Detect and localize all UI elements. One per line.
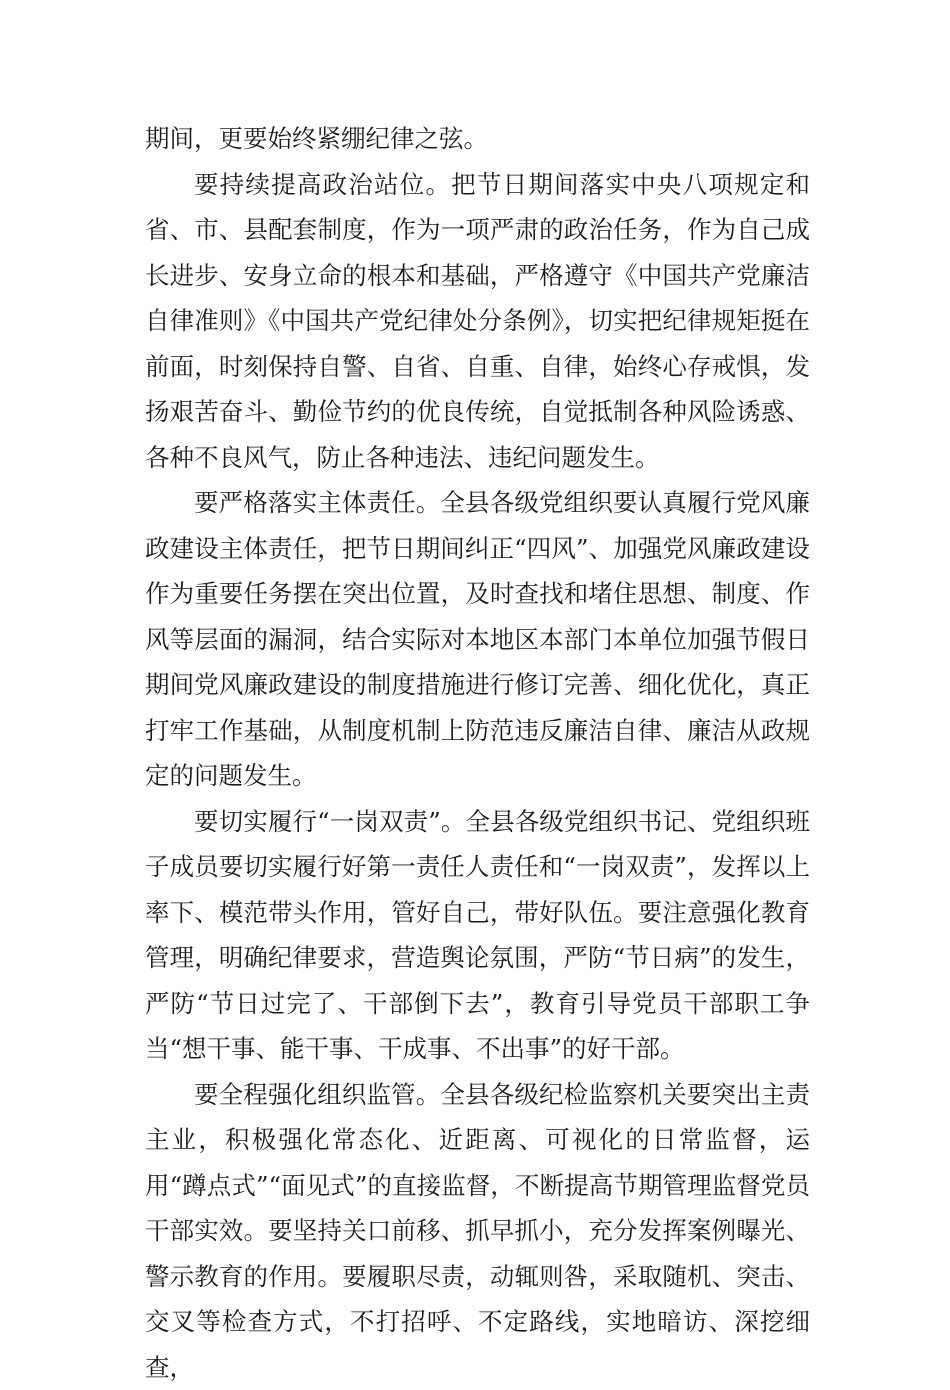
paragraph-supervision: 要全程强化组织监管。全县各级纪检监察机关要突出主责主业，积极强化常态化、近距离、可视化的日常监督，运用“蹲点式”“面见式”的直接监督，不断提高节期管理监督党员干部实效。要坚持关口前移、抓早抓小，充分发挥案例曝光、警示教育的作用。要履职尽责，动辄则咎，采取随机、突击、交叉等检查方式，不打招呼、不定路线，实地暗访、深挖细查， [145,1072,810,1390]
paragraph-main-responsibility: 要严格落实主体责任。全县各级党组织要认真履行党风廉政建设主体责任，把节日期间纠正“四风”、加强党风廉政建设作为重要任务摆在突出位置，及时查找和堵住思想、制度、作风等层面的漏洞，结合实际对本地区本部门本单位加强节假日期间党风廉政建设的制度措施进行修订完善、细化优化，真正打牢工作基础，从制度机制上防范违反廉洁自律、廉洁从政规定的问题发生。 [145,480,810,799]
paragraph-continuation: 期间，更要始终紧绷纪律之弦。 [145,116,810,162]
paragraph-political-stance: 要持续提高政治站位。把节日期间落实中央八项规定和省、市、县配套制度，作为一项严肃的政治任务，作为自己成长进步、安身立命的根本和基础，严格遵守《中国共产党廉洁自律准则》《中国共产党纪律处分条例》，切实把纪律规矩挺在前面，时刻保持自警、自省、自重、自律，始终心存戒惧，发扬艰苦奋斗、勤俭节约的优良传统，自觉抵制各种风险诱惑、各种不良风气，防止各种违法、违纪问题发生。 [145,162,810,481]
paragraph-dual-responsibility: 要切实履行“一岗双责”。全县各级党组织书记、党组织班子成员要切实履行好第一责任人责任和“一岗双责”，发挥以上率下、模范带头作用，管好自己，带好队伍。要注意强化教育管理，明确纪律要求，营造舆论氛围，严防“节日病”的发生，严防“节日过完了、干部倒下去”，教育引导党员干部职工争当“想干事、能干事、干成事、不出事”的好干部。 [145,799,810,1072]
document-body [145,116,810,1390]
